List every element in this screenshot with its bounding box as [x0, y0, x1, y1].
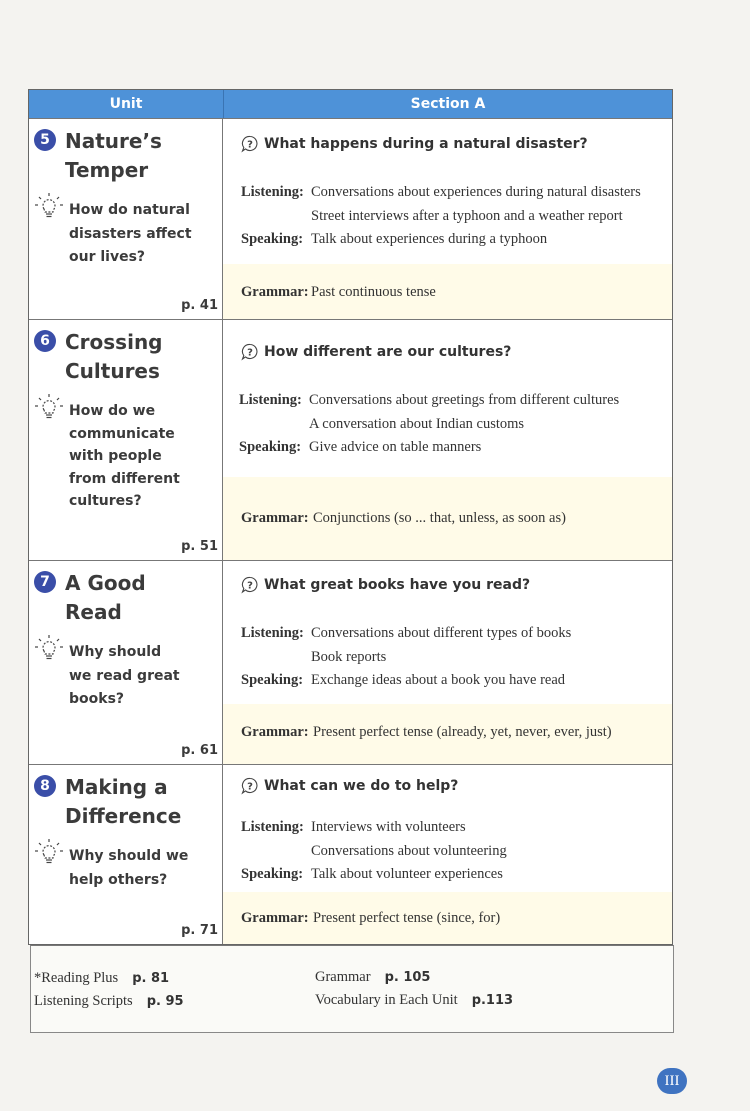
unit-question: Why should we read great books?: [69, 644, 180, 707]
unit-cell[interactable]: [29, 561, 223, 764]
unit-question: How do natural disasters affect our lives?: [69, 202, 192, 265]
unit-row-7: [29, 560, 672, 764]
section-cell: [223, 320, 672, 560]
unit-page-ref: p. 71: [181, 923, 218, 938]
unit-number-badge: 5: [34, 129, 56, 151]
unit-title: Nature’s Temper: [65, 129, 162, 182]
unit-page-ref: p. 61: [181, 743, 218, 758]
question-bubble-icon: [241, 135, 259, 153]
vocabulary-entry[interactable]: Vocabulary in Each Unit p.113: [315, 992, 514, 1008]
grammar-band: Grammar: Present perfect tense (since, for): [223, 892, 672, 944]
unit-cell[interactable]: [29, 119, 223, 319]
page-number-badge: III: [657, 1068, 687, 1094]
unit-row-6: [29, 319, 672, 560]
question-bubble-icon: [241, 576, 259, 594]
grammar-band: Grammar: Present perfect tense (already, yet, never, ever, just): [223, 704, 672, 764]
unit-number-badge: 7: [34, 571, 56, 593]
appendix-index: [30, 945, 674, 1033]
unit-row-5: [29, 118, 672, 319]
reading-plus-entry[interactable]: *Reading Plus p. 81: [34, 970, 170, 986]
skills-list: Listening: Interviews with volunteers Conversations about volunteering Speaking: Talk about volunteer experiences: [241, 819, 507, 882]
unit-cell[interactable]: [29, 765, 223, 944]
unit-title: A Good Read: [65, 571, 146, 624]
grammar-entry[interactable]: Grammar p. 105: [315, 969, 431, 985]
lightbulb-icon: [34, 634, 64, 664]
section-question: ? How different are our cultures?: [241, 343, 511, 361]
svg-text:?: ?: [247, 347, 253, 359]
contents-table: [28, 89, 673, 945]
svg-text:?: ?: [247, 781, 253, 793]
section-a-column-header: Section A: [410, 96, 486, 112]
grammar-band: Grammar: Past continuous tense: [223, 264, 672, 319]
section-cell: [223, 765, 672, 944]
table-header: [29, 90, 672, 118]
section-cell: [223, 119, 672, 319]
question-bubble-icon: [241, 777, 259, 795]
skills-list: Listening: Conversations about experiences during natural disasters Street interviews after a typhoon and a weather report Speaking: Talk about experiences during a typhoon: [241, 184, 641, 247]
unit-page-ref: p. 41: [181, 298, 218, 313]
unit-title: Making a Difference: [65, 775, 182, 828]
unit-number-badge: 6: [34, 330, 56, 352]
skills-list: Listening: Conversations about greetings from different cultures A conversation about Indian customs Speaking: Give advice on table manners: [239, 392, 620, 455]
unit-title: Crossing Cultures: [65, 330, 163, 383]
unit-question: Why should we help others?: [69, 848, 189, 888]
svg-text:?: ?: [247, 580, 253, 592]
skills-list: Listening: Conversations about different types of books Book reports Speaking: Exchange ideas about a book you have read: [241, 625, 572, 688]
svg-text:?: ?: [247, 139, 253, 151]
unit-page-ref: p. 51: [181, 539, 218, 554]
lightbulb-icon: [34, 838, 64, 868]
section-question: ? What great books have you read?: [241, 576, 530, 594]
unit-question: How do we communicate with people from different cultures?: [69, 403, 180, 509]
unit-column-header: Unit: [29, 90, 224, 118]
listening-scripts-entry[interactable]: Listening Scripts p. 95: [34, 993, 184, 1009]
section-cell: [223, 561, 672, 764]
unit-number-badge: 8: [34, 775, 56, 797]
lightbulb-icon: [34, 192, 64, 222]
section-question: ? What happens during a natural disaster?: [241, 135, 588, 153]
lightbulb-icon: [34, 393, 64, 423]
unit-cell[interactable]: [29, 320, 223, 560]
section-question: ? What can we do to help?: [241, 777, 458, 795]
question-bubble-icon: [241, 343, 259, 361]
unit-row-8: [29, 764, 672, 944]
grammar-band: Grammar: Conjunctions (so ... that, unless, as soon as): [223, 477, 672, 560]
